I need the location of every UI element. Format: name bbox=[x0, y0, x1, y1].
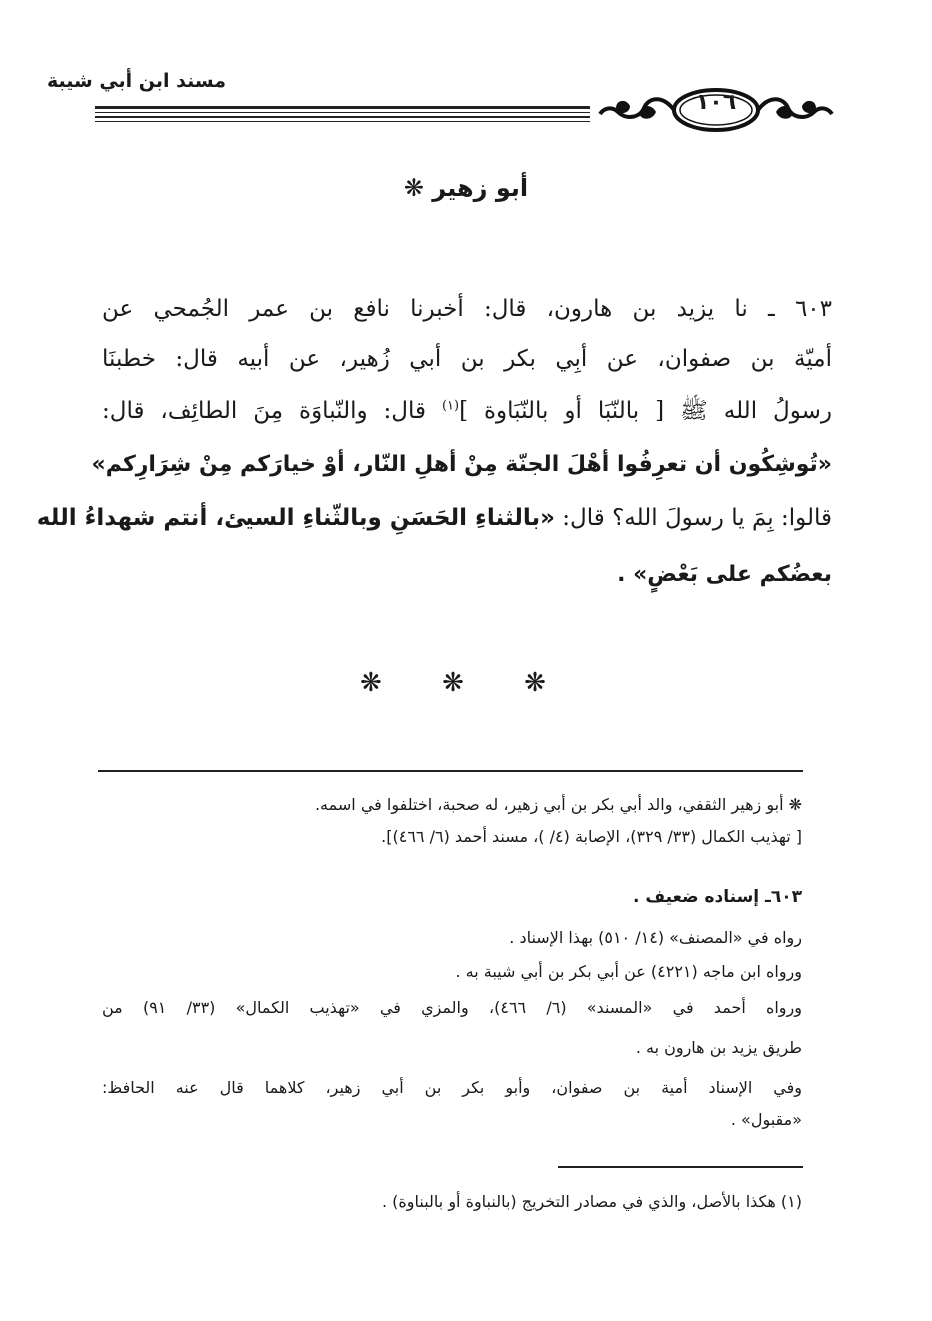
takhrij-line: ورواه ابن ماجه (٤٢٢١) عن أبي بكر بن أبي شيبة به . bbox=[455, 962, 802, 981]
hadith-text: قالوا: بِمَ يا رسولَ الله؟ قال: bbox=[555, 505, 832, 531]
footnote: (١) هكذا بالأصل، والذي في مصادر التخريج (بالنباوة أو بالبناوة) . bbox=[381, 1192, 802, 1211]
hadith-matn: «بالثناءِ الحَسَنِ وبالثّناءِ السيئ، أنتم شهداءُ الله bbox=[36, 505, 555, 531]
hadith-matn: بعضُكم على بَعْضٍ» . bbox=[617, 562, 832, 587]
header-rule bbox=[95, 121, 590, 122]
running-title: مسند ابن أبي شيبة bbox=[46, 70, 226, 92]
hadith-text: رسولُ الله ﷺ [ بالنّبَا أو بالنّبَاوة ] bbox=[459, 398, 832, 424]
takhrij-line: رواه في «المصنف» (١٤/ ٥١٠) بهذا الإسناد . bbox=[509, 928, 802, 947]
takhrij-line: وفي الإسناد أمية بن صفوان، وأبو بكر بن أبي زهير، كلاهما قال عنه الحافظ: bbox=[102, 1078, 802, 1097]
hadith-line bbox=[102, 396, 832, 430]
hadith-line bbox=[36, 505, 832, 531]
isnad-grade: ٦٠٣ـ إسناده ضعيف . bbox=[633, 887, 802, 907]
header-rule bbox=[95, 106, 590, 109]
page-number: ١٠٦ bbox=[695, 90, 737, 115]
hadith-line: ٦٠٣ ـ نا يزيد بن هارون، قال: أخبرنا نافع بن عمر الجُمحي عن bbox=[102, 296, 832, 322]
footnote-rule bbox=[558, 1166, 803, 1168]
section-separator: ❋ ❋ ❋ bbox=[360, 668, 572, 698]
footnote-marker: (١) bbox=[441, 398, 460, 414]
header-rule bbox=[95, 116, 590, 118]
hadith-matn: «تُوشِكُون أن تعرِفُوا أهْلَ الجنّة مِنْ أهلِ النّار، أوْ خيارَكم مِنْ شِرَارِكم» bbox=[91, 452, 832, 477]
hadith-text: قال: والنّباوَة مِنَ الطائِف، قال: bbox=[102, 398, 442, 424]
biography-refs: [ تهذيب الكمال (٣٣/ ٣٢٩)، الإصابة (٤/ )، مسند أحمد (٦/ ٤٦٦)]. bbox=[381, 827, 802, 846]
takhrij-line: «مقبول» . bbox=[730, 1110, 802, 1129]
notes-rule bbox=[98, 770, 803, 772]
chapter-title: أبو زهير ❋ bbox=[403, 174, 529, 202]
takhrij-line: طريق يزيد بن هارون به . bbox=[635, 1038, 802, 1057]
header-rule bbox=[95, 112, 590, 113]
biography-note: ❋ أبو زهير الثقفي، والد أبي بكر بن أبي زهير، له صحبة، اختلفوا في اسمه. bbox=[314, 795, 802, 814]
takhrij-line: ورواه أحمد في «المسند» (٦/ ٤٦٦)، والمزي في «تهذيب الكمال» (٣٣/ ٩١) من bbox=[102, 998, 802, 1017]
hadith-line: أميّة بن صفوان، عن أبِي بكر بن أبي زُهير، عن أبيه قال: خطبنَا bbox=[102, 346, 832, 372]
